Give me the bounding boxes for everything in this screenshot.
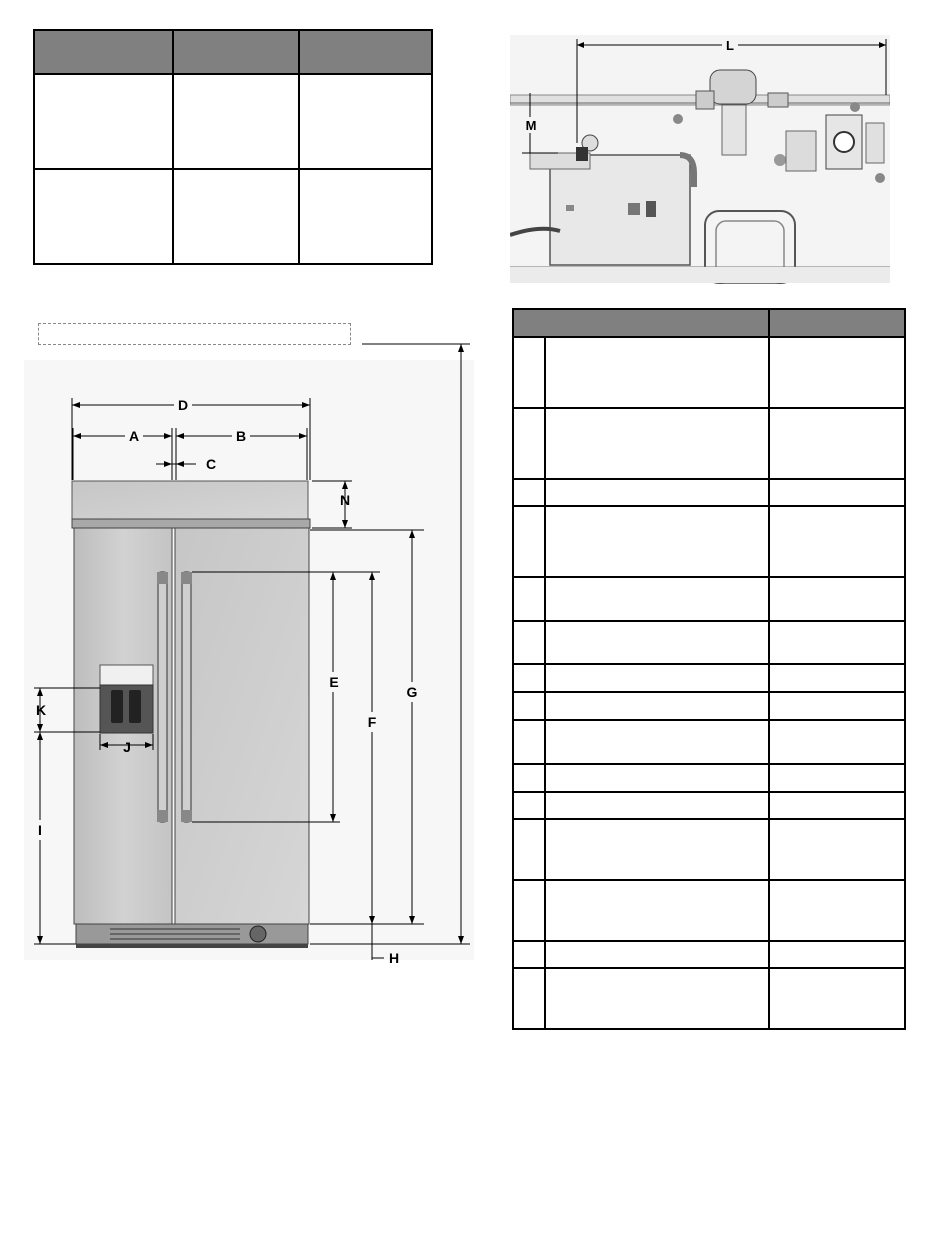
- callout-A: A: [128, 428, 140, 444]
- dimensions-table-border: [513, 309, 905, 1029]
- callout-L: L: [726, 38, 734, 53]
- callout-K: K: [35, 702, 47, 718]
- top-left-table-header: [34, 30, 432, 74]
- dimensions-table: [505, 300, 915, 1040]
- callout-M: M: [525, 118, 537, 133]
- refrigerator-dimension-diagram: [0, 340, 500, 980]
- callout-D: D: [177, 397, 189, 413]
- callout-E: E: [329, 674, 339, 690]
- callout-I: I: [38, 822, 42, 838]
- callout-J: J: [123, 739, 131, 755]
- top-left-spec-table: [0, 0, 450, 280]
- callout-F: F: [367, 714, 377, 730]
- water-line-connection-diagram: [510, 35, 890, 285]
- callout-G: G: [406, 684, 418, 700]
- dimensions-table-header: [513, 309, 905, 337]
- callout-C: C: [205, 456, 217, 472]
- callout-H: H: [388, 950, 400, 966]
- callout-N: N: [339, 492, 351, 508]
- callout-B: B: [235, 428, 247, 444]
